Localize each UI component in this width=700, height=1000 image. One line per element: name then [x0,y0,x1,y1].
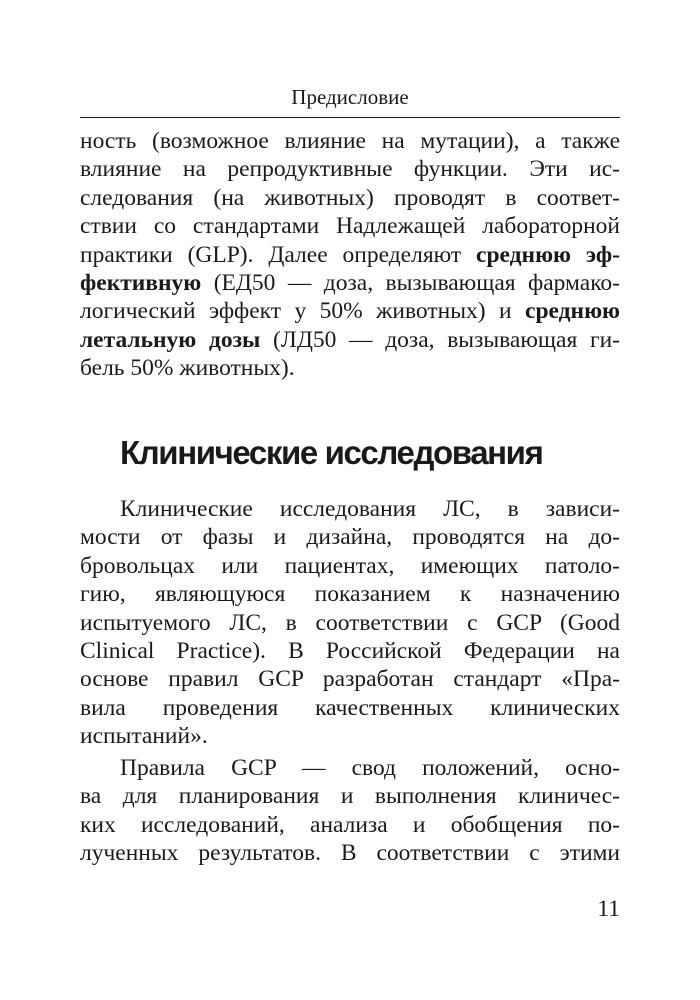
text-line: мости от фазы и дизайна, проводятся на до- [80,524,620,551]
text-line: ва для планирования и выполнения клиничес- [80,783,620,810]
text-line: Правила GCP — свод положений, осно- [120,755,620,781]
text-line: ность (возможное влияние на мутации), а также [80,128,620,154]
text-line: ствии со стандартами Надлежащей лабораторной [80,213,620,240]
header-divider [80,117,620,118]
text-line: испытаний». [80,723,208,750]
text-line: бровольцах или пациентах, имеющих патоло- [80,552,620,579]
text-line: Clinical Practice). В Российской Федерации на [80,637,620,664]
text-line: лученных результатов. В соответствии с этими [80,840,620,867]
text-line: испытуемого ЛС, в соответствии с GCP (Good [80,609,620,636]
text-line: вила проведения качественных клинических [80,694,620,721]
paragraph-clinical-trials [80,495,620,751]
text-line: влияние на репродуктивные функции. Эти ис- [80,156,620,183]
text-line: бель 50% животных). [80,355,295,382]
text-line: основе правил GCP разработан стандарт «Пра- [80,666,620,693]
paragraph-gcp-rules [80,754,620,868]
text-line [80,326,620,354]
text-segment: логический эффект у 50% животных) и [80,298,526,325]
section-heading: Клинические исследования [120,434,543,471]
page-number: 11 [597,896,620,922]
text-segment: практики (GLP). Далее определяют [80,241,477,268]
bold-term: среднюю [525,298,620,325]
text-segment: (ЕД50 — доза, вызывающая фармако- [201,269,620,296]
text-line: Клинические исследования ЛС, в зависи- [120,496,620,522]
text-line [80,297,620,325]
paragraph-preclinical-continuation [80,127,620,383]
running-head: Предисловие [291,85,409,109]
bold-term: летальную дозы [80,326,261,353]
text-line [80,241,620,269]
text-line: следования (на животных) проводят в соответ- [80,184,620,211]
text-line: гию, являющуюся показанием к назначению [80,581,620,608]
text-line: ких исследований, анализа и обобщения по- [80,811,620,838]
bold-term: среднюю эф- [476,241,620,268]
bold-term: фективную [80,269,202,296]
text-segment: (ЛД50 — доза, вызывающая ги- [260,326,620,353]
text-line [80,269,620,297]
